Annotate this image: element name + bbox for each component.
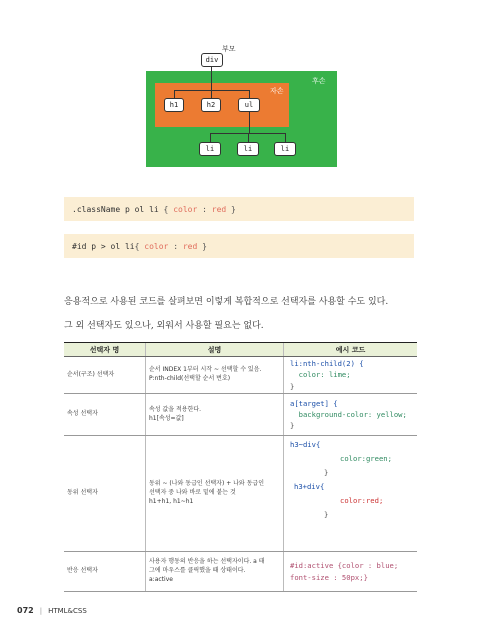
code-line: #id:active {color : blue; [290,561,399,571]
connector-line [211,90,212,98]
description-line: 속성 값을 적용한다. [149,405,202,413]
code-colon: : [173,241,179,251]
code-brace: { [163,204,169,214]
code-brace: { [134,241,140,251]
selector-table [64,342,417,592]
connector-line [211,67,212,90]
selector-name: 동위 선택자 [67,489,98,497]
code-line: } [324,468,329,478]
child-label: 자손 [270,87,284,95]
code-line: font-size : 50px;} [290,572,368,582]
code-line: } [324,510,329,520]
footer-separator: | [39,607,43,615]
code-value: red [211,204,227,214]
page-number: 072 [17,606,34,615]
code-example-1 [64,197,414,221]
header-selector-name: 선택자 명 [89,345,120,354]
connector-line [248,133,249,142]
example-code [283,552,417,591]
code-colon: : [202,204,207,214]
description-line: 순서 INDEX 1부터 시작 ~ 선택할 수 있음. [149,366,262,374]
code-line: } [290,381,295,391]
selector-description [145,357,283,393]
book-title: HTML&CSS [48,607,87,615]
header-description: 설명 [145,343,283,356]
code-selector: .className p ol li [72,204,159,214]
selector-description [145,552,283,591]
node-li: li [237,142,259,156]
code-selector: #id p > ol li [72,241,135,251]
table-row [64,436,417,552]
page-footer [17,606,87,615]
connector-line [210,133,211,142]
code-property: color [144,241,169,251]
description-line: h1+h1, h1~h1 [149,497,194,505]
table-row [64,552,417,592]
description-line: a:active [149,575,173,583]
code-line: } [290,421,295,431]
node-div: div [201,53,223,67]
code-value: red [182,241,198,251]
code-line: color: lime; [290,370,351,380]
code-property: color [173,204,198,214]
parent-label: 부모 [222,45,236,53]
connector-line [174,90,175,98]
code-example-2 [64,234,414,258]
code-line: li:nth-child(2) { [290,359,364,369]
example-code [283,357,417,393]
code-brace: } [202,241,207,251]
description-line: 선택자 중 나와 바로 밑에 붙는 것 [149,489,236,497]
example-code [283,436,417,551]
node-li: li [274,142,296,156]
body-paragraph-line-1: 응용적으로 사용된 코드를 살펴보면 이렇게 복합적으로 선택자를 사용할 수도 있다. [64,297,389,307]
node-h1: h1 [164,98,184,112]
descendant-label: 후손 [312,77,326,85]
code-line: h3+div{ [294,482,325,492]
selector-tree-diagram [0,0,500,180]
table-row [64,394,417,436]
description-line: 그에 마우스를 클릭했을 때 상태이다. [149,567,246,575]
code-line: h3~div{ [290,440,321,449]
connector-line [249,112,250,133]
connector-line [285,133,286,142]
node-h2: h2 [201,98,221,112]
selector-name: 순서(구조) 선택자 [67,370,115,378]
example-code [283,394,417,435]
selector-name: 속성 선택자 [67,410,98,418]
selector-name: 반응 선택자 [67,567,98,575]
description-line: 사용자 행동의 반응을 하는 선택자이다. a 태 [149,558,265,566]
code-brace: } [231,204,236,214]
selector-description [145,436,283,551]
code-line: a[target] { [290,398,338,408]
connector-line [174,90,250,91]
code-line: background-color: yellow; [290,409,407,419]
header-example-code: 예시 코드 [283,343,417,356]
code-line: color:red; [340,496,384,506]
description-line: 동위 ~ (나와 동급인 선택자) + 나와 동급인 [149,480,265,488]
table-header [64,343,417,357]
code-line: color:green; [340,454,392,464]
description-line: P:nth-child(선택할 순서 번호) [149,375,231,382]
table-row [64,357,417,394]
description-line: h1[속성=값] [149,414,184,422]
body-paragraph-line-2: 그 외 선택자도 있으나, 외워서 사용할 필요는 없다. [64,321,264,331]
selector-description [145,394,283,435]
connector-line [249,90,250,98]
node-ul: ul [238,98,260,112]
node-li: li [199,142,221,156]
